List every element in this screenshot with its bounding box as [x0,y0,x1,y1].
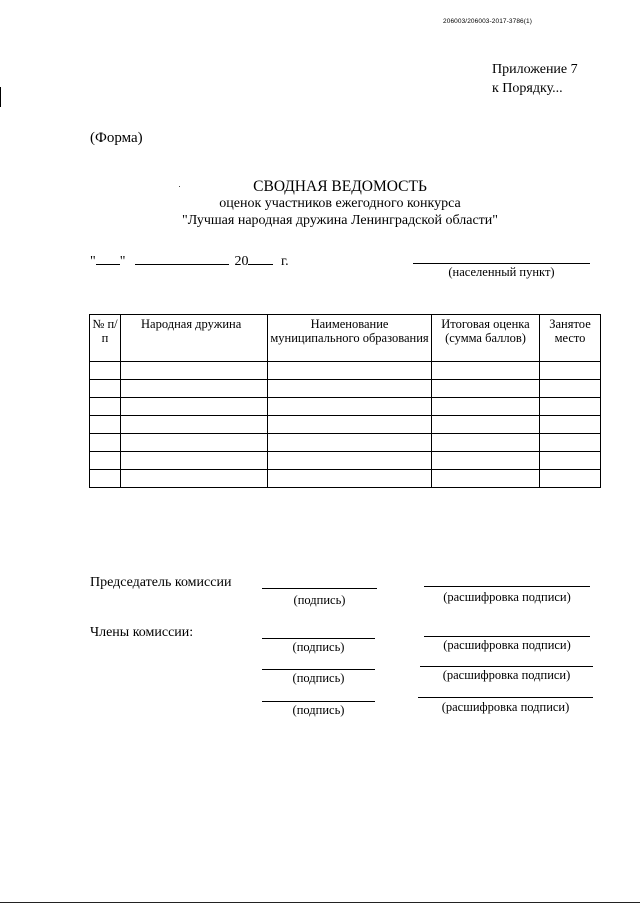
table-cell[interactable] [90,470,121,488]
table-cell[interactable] [268,434,432,452]
appendix-procedure: к Порядку... [492,81,563,96]
table-cell[interactable] [90,398,121,416]
table-cell[interactable] [268,470,432,488]
member3-decode-line[interactable] [418,697,593,698]
chairman-label: Председатель комиссии [90,575,232,590]
member1-signature-caption: (подпись) [292,640,345,654]
table-cell[interactable] [90,362,121,380]
table-cell[interactable] [540,380,601,398]
table-cell[interactable] [90,434,121,452]
date-field [90,252,289,270]
member3-signature-caption: (подпись) [292,703,345,717]
table-cell[interactable] [432,362,540,380]
table-row [90,398,601,416]
table-row [90,470,601,488]
member3-signature-line[interactable] [262,701,375,702]
table-cell[interactable] [540,416,601,434]
table-cell[interactable] [432,470,540,488]
appendix-number: Приложение 7 [492,62,578,77]
table-row [90,452,601,470]
member1-decode-line[interactable] [424,636,590,637]
table-cell[interactable] [432,398,540,416]
results-table [89,314,601,488]
member1-signature-line[interactable] [262,638,375,639]
table-cell[interactable] [540,470,601,488]
table-cell[interactable] [432,434,540,452]
table-cell[interactable] [268,380,432,398]
chairman-decode-line[interactable] [424,586,590,587]
table-cell[interactable] [268,398,432,416]
table-cell[interactable] [121,434,268,452]
table-cell[interactable] [121,470,268,488]
chairman-decode-caption: (расшифровка подписи) [443,590,571,604]
col-header-squad: Народная дружина [121,315,268,362]
document-title [120,178,560,229]
table-cell[interactable] [540,434,601,452]
chairman-signature-line[interactable] [262,588,377,589]
col-header-municipality: Наименование муниципального образования [268,315,432,362]
appendix-reference [492,60,578,98]
date-quote-close: " [119,254,126,269]
title-contest-name: "Лучшая народная дружина Ленинградской области" [181,213,498,228]
date-quote-open: " [90,254,96,269]
place-caption: (населенный пункт) [448,265,555,279]
table-cell[interactable] [90,416,121,434]
table-cell[interactable] [268,362,432,380]
member2-signature-line[interactable] [262,669,375,670]
table-cell[interactable] [90,380,121,398]
chairman-signature-caption: (подпись) [293,593,346,607]
day-blank[interactable] [96,252,120,265]
table-cell[interactable] [540,398,601,416]
table-cell[interactable] [432,416,540,434]
year-suffix: г. [280,254,289,269]
table-cell[interactable] [90,452,121,470]
page-bottom-edge [0,902,640,903]
place-blank[interactable] [413,263,590,264]
table-cell[interactable] [121,452,268,470]
table-row [90,416,601,434]
members-label: Члены комиссии: [90,625,194,640]
table-cell[interactable] [121,380,268,398]
member1-decode-caption: (расшифровка подписи) [443,638,571,652]
member3-decode-caption: (расшифровка подписи) [441,700,570,714]
table-cell[interactable] [540,452,601,470]
year-blank[interactable] [248,252,273,265]
table-cell[interactable] [540,362,601,380]
table-cell[interactable] [121,398,268,416]
member2-decode-caption: (расшифровка подписи) [442,668,571,682]
month-blank[interactable] [135,252,229,265]
table-cell[interactable] [121,416,268,434]
year-prefix: 20 [234,254,249,269]
member2-signature-caption: (подпись) [292,671,345,685]
document-id: 206003/206003-2017-3786(1) [443,18,532,25]
table-cell[interactable] [268,452,432,470]
table-body [90,362,601,488]
form-label: (Форма) [90,130,143,146]
table-row [90,380,601,398]
table-cell[interactable] [268,416,432,434]
table-cell[interactable] [121,362,268,380]
title-subtitle: оценок участников ежегодного конкурса [219,196,461,211]
col-header-score: Итоговая оценка (сумма баллов) [432,315,540,362]
col-header-number: № п/п [90,315,121,362]
table-header-row [90,315,601,362]
scan-edge-mark [0,87,1,107]
table-row [90,362,601,380]
member2-decode-line[interactable] [420,666,593,667]
table-cell[interactable] [432,452,540,470]
table-cell[interactable] [432,380,540,398]
col-header-place: Занятое место [540,315,601,362]
table-row [90,434,601,452]
title-main: СВОДНАЯ ВЕДОМОСТЬ [253,178,427,195]
